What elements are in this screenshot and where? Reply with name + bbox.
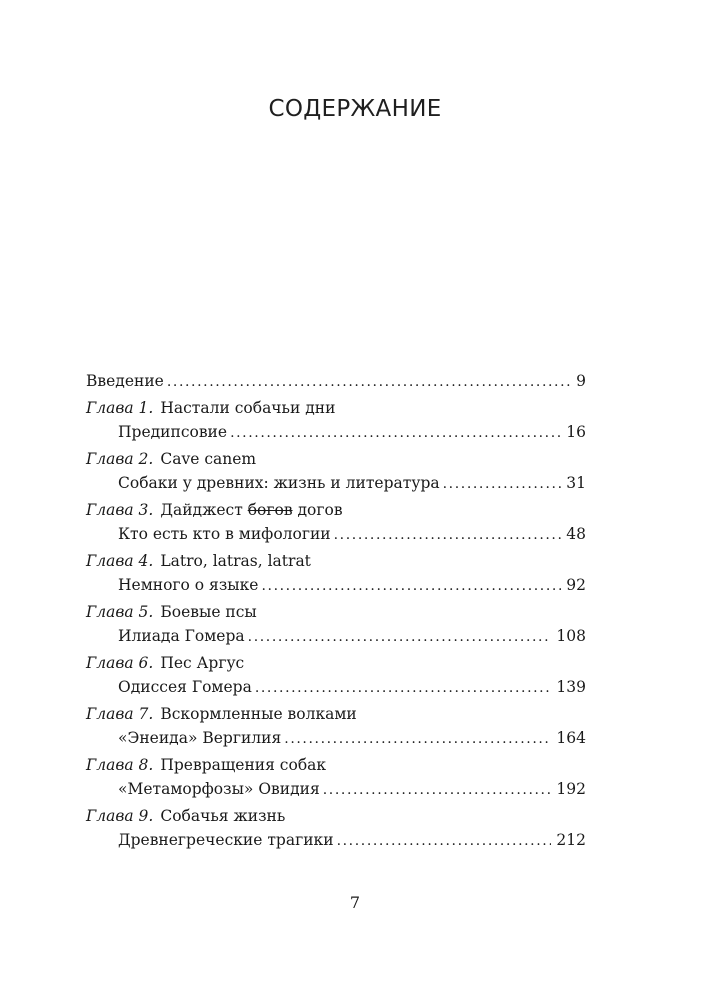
entry-page-number: 139 — [556, 678, 586, 696]
dot-leader — [334, 527, 562, 543]
chapter-title-row — [86, 501, 586, 525]
chapter-subtitle: Предипсовие — [118, 423, 228, 441]
chapter-subtitle-row — [86, 423, 586, 447]
chapter-title-row — [86, 603, 586, 627]
chapter-title-row — [86, 450, 586, 474]
chapter-subtitle: Собаки у древних: жизнь и литература — [118, 474, 440, 492]
chapter-title-prefix: Дайджест — [160, 501, 243, 519]
chapter-title: Боевые псы — [160, 603, 257, 621]
chapter-label: Глава 9. — [86, 807, 154, 825]
chapter-label: Глава 7. — [86, 705, 154, 723]
dot-leader — [337, 833, 552, 849]
entry-page-number: 48 — [566, 525, 586, 543]
page-title: СОДЕРЖАНИЕ — [268, 96, 442, 122]
dot-leader — [255, 680, 552, 696]
chapter-subtitle: Древнегреческие трагики — [118, 831, 334, 849]
chapter-title: Вскормленные волками — [160, 705, 357, 723]
chapter-subtitle-row — [86, 729, 586, 753]
dot-leader — [167, 374, 571, 390]
chapter-title: Latro, latras, latrat — [160, 552, 311, 570]
chapter-title: Превращения собак — [160, 756, 327, 774]
dot-leader — [230, 425, 561, 441]
table-of-contents — [86, 372, 586, 855]
entry-page-number: 164 — [556, 729, 586, 747]
chapter-subtitle-row — [86, 474, 586, 498]
chapter-title-suffix: догов — [297, 501, 343, 519]
chapter-subtitle-row — [86, 678, 586, 702]
chapter-title-struck-word: богов — [247, 501, 293, 519]
chapter-subtitle: Илиада Гомера — [118, 627, 245, 645]
chapter-label: Глава 4. — [86, 552, 154, 570]
entry-page-number: 212 — [556, 831, 586, 849]
toc-entry-intro — [86, 372, 586, 396]
chapter-subtitle-row — [86, 576, 586, 600]
chapter-subtitle: «Метаморфозы» Овидия — [118, 780, 320, 798]
chapter-label: Глава 5. — [86, 603, 154, 621]
chapter-label: Глава 3. — [86, 501, 154, 519]
chapter-subtitle: Кто есть кто в мифологии — [118, 525, 331, 543]
chapter-title: Cave canem — [160, 450, 257, 468]
chapter-subtitle-row — [86, 525, 586, 549]
chapter-title-row — [86, 654, 586, 678]
chapter-label: Глава 1. — [86, 399, 154, 417]
dot-leader — [323, 782, 552, 798]
entry-page-number: 9 — [576, 372, 586, 390]
chapter-subtitle: Одиссея Гомера — [118, 678, 252, 696]
chapter-subtitle: Немного о языке — [118, 576, 259, 594]
dot-leader — [248, 629, 552, 645]
entry-title: Введение — [86, 372, 164, 390]
chapter-title: Настали собачьи дни — [160, 399, 336, 417]
chapter-title-row — [86, 807, 586, 831]
chapter-subtitle-row — [86, 780, 586, 804]
chapter-label: Глава 2. — [86, 450, 154, 468]
entry-page-number: 16 — [566, 423, 586, 441]
page-number: 7 — [349, 893, 361, 912]
chapter-title: Пес Аргус — [160, 654, 245, 672]
chapter-subtitle-row — [86, 627, 586, 651]
entry-page-number: 108 — [556, 627, 586, 645]
dot-leader — [284, 731, 551, 747]
entry-page-number: 31 — [566, 474, 586, 492]
entry-page-number: 92 — [566, 576, 586, 594]
chapter-label: Глава 6. — [86, 654, 154, 672]
chapter-title-row — [86, 756, 586, 780]
chapter-subtitle: «Энеида» Вергилия — [118, 729, 282, 747]
dot-leader — [443, 476, 562, 492]
chapter-subtitle-row — [86, 831, 586, 855]
chapter-title-row — [86, 399, 586, 423]
entry-page-number: 192 — [556, 780, 586, 798]
chapter-title-row — [86, 552, 586, 576]
chapter-label: Глава 8. — [86, 756, 154, 774]
chapter-title-row — [86, 705, 586, 729]
dot-leader — [261, 578, 561, 594]
chapter-title: Собачья жизнь — [160, 807, 286, 825]
